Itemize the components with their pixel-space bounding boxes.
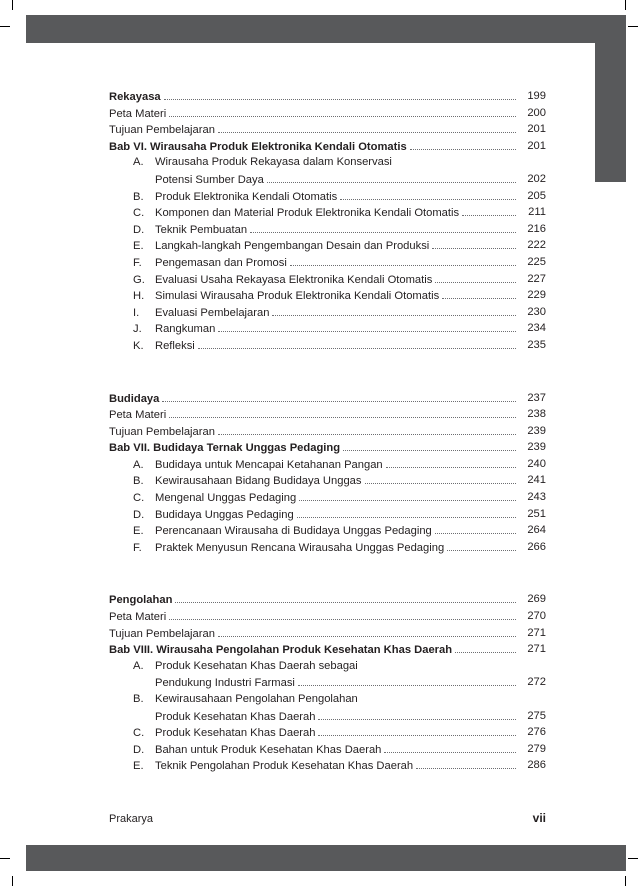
toc-entry-title-wrap	[109, 440, 343, 457]
toc-entry-page: 272	[527, 676, 546, 689]
toc-entry-title-wrap	[133, 338, 198, 355]
toc-entry-letter: E.	[133, 760, 144, 773]
dot-leader	[416, 757, 516, 769]
toc-entry-letter: I.	[133, 306, 140, 319]
toc-entry-continued	[109, 154, 546, 171]
dot-leader	[175, 591, 516, 603]
toc-entry-title: Rangkuman	[155, 323, 216, 336]
toc-entry-title: Pengemasan dan Promosi	[155, 256, 287, 269]
toc-entry-leader	[133, 757, 518, 775]
toc-entry	[109, 591, 546, 608]
toc-entry-title: Produk Kesehatan Khas Daerah sebagai	[155, 659, 358, 672]
toc-entry	[109, 171, 546, 188]
toc-entry-title: Bab VI. Wirausaha Produk Elektronika Kendali Otomatis	[109, 140, 407, 153]
toc-entry-page: 225	[527, 255, 546, 268]
dot-leader	[384, 741, 516, 753]
crop-mark	[625, 0, 626, 10]
toc-entry-page: 266	[527, 540, 546, 553]
toc-entry	[109, 221, 546, 238]
toc-entry-leader	[109, 105, 518, 123]
toc-entry	[109, 489, 546, 506]
toc-entry-title: Teknik Pembuatan	[155, 223, 248, 236]
toc-entry-title: Bahan untuk Produk Kesehatan Khas Daerah	[155, 743, 382, 756]
header-band	[26, 15, 626, 43]
toc-entry-leader	[133, 204, 518, 222]
dot-leader	[198, 337, 516, 349]
dot-leader	[410, 138, 516, 150]
toc-entry-title: Kewirausahaan Bidang Budidaya Unggas	[155, 475, 362, 488]
toc-entry	[109, 390, 546, 407]
toc-entry	[109, 539, 546, 556]
toc-entry-title: Peta Materi	[109, 107, 167, 120]
toc-entry-title-wrap	[155, 675, 298, 692]
toc-entry-letter: F.	[133, 256, 142, 269]
toc-entry-title: Peta Materi	[109, 611, 167, 624]
toc-entry-letter: D.	[133, 508, 145, 521]
toc-entry-page: 275	[527, 709, 546, 722]
toc-entry-leader	[133, 522, 518, 540]
toc-entry-continued	[109, 658, 546, 675]
toc-entry-title-wrap	[109, 122, 218, 139]
toc-entry	[109, 608, 546, 625]
toc-entry-letter: A.	[133, 659, 144, 672]
toc-entry-title: Budidaya	[109, 392, 160, 405]
dot-leader	[435, 522, 516, 534]
toc-entry-title-wrap	[133, 321, 218, 338]
toc-entry-title-wrap	[133, 255, 290, 272]
toc-entry-page: 229	[527, 289, 546, 302]
toc-entry-continued	[109, 691, 546, 708]
toc-entry-leader	[133, 304, 518, 322]
toc-entry-title-wrap	[133, 758, 416, 775]
toc-entry-title-wrap	[133, 523, 435, 540]
dot-leader	[318, 708, 516, 720]
toc-entry-title: Mengenal Unggas Pedaging	[155, 492, 297, 505]
toc-entry-title-wrap	[133, 507, 297, 524]
toc-entry-leader	[155, 708, 518, 726]
toc-entry-leader	[133, 271, 518, 289]
toc-entry-page: 269	[527, 593, 546, 606]
dot-leader	[365, 472, 517, 484]
toc-entry-letter: G.	[133, 273, 145, 286]
toc-entry-leader	[133, 724, 518, 742]
toc-entry	[109, 439, 546, 456]
toc-entry-title: Evaluasi Pembelajaran	[155, 306, 270, 319]
dot-leader	[297, 506, 516, 518]
toc-entry-title: Kewirausahaan Pengolahan Pengolahan	[155, 693, 358, 705]
toc-entry-leader	[109, 390, 518, 408]
toc-entry-page: 286	[527, 759, 546, 772]
toc-entry-letter: D.	[133, 223, 145, 236]
crop-mark	[0, 858, 10, 859]
toc-entry-leader	[133, 456, 518, 474]
toc-entry-title-wrap	[133, 473, 365, 490]
toc-entry	[109, 674, 546, 691]
toc-entry-title-wrap	[109, 642, 455, 659]
toc-entry	[109, 204, 546, 221]
dot-leader	[162, 390, 516, 402]
toc-entry-letter: J.	[133, 323, 142, 336]
toc-entry-title-wrap	[133, 725, 318, 742]
toc-entry-leader	[155, 171, 518, 189]
toc-entry-title-wrap	[109, 592, 175, 609]
toc-entry-leader	[109, 121, 518, 139]
crop-mark	[12, 876, 13, 886]
toc-entry-letter: E.	[133, 525, 144, 538]
dot-leader	[435, 271, 516, 283]
toc-entry-title: Evaluasi Usaha Rekayasa Elektronika Kendali Otomatis	[155, 273, 433, 286]
toc-entry-page: 276	[527, 726, 546, 739]
toc-entry-title: Komponen dan Material Produk Elektronika Kendali Otomatis	[155, 207, 460, 220]
toc-entry-letter: C.	[133, 492, 145, 505]
toc-entry-title-wrap	[109, 626, 218, 643]
dot-leader	[267, 171, 516, 183]
dot-leader	[169, 406, 516, 418]
toc-entry-page: 230	[527, 305, 546, 318]
toc-entry-leader	[109, 88, 518, 106]
toc-entry-leader	[133, 489, 518, 507]
crop-mark	[12, 0, 13, 10]
toc-entry-title: Refleksi	[155, 339, 195, 352]
toc-entry-title-wrap	[133, 205, 462, 222]
toc-entry-letter: K.	[133, 339, 144, 352]
toc-entry-letter: B.	[133, 190, 144, 203]
toc-entry	[109, 88, 546, 105]
toc-entry-title: Pengolahan	[109, 594, 173, 607]
footer-book-title: Prakarya	[109, 813, 154, 825]
toc-entry-page: 251	[527, 507, 546, 520]
toc-entry	[109, 337, 546, 354]
toc-entry-title: Produk Elektronika Kendali Otomatis	[155, 190, 338, 203]
toc-entry-title-wrap	[133, 305, 272, 322]
toc-entry-title: Tujuan Pembelajaran	[109, 627, 215, 640]
toc-entry-title: Produk Kesehatan Khas Daerah	[155, 710, 316, 723]
toc-entry-title: Peta Materi	[109, 409, 167, 422]
toc-entry-letter: E.	[133, 240, 144, 253]
toc-entry-title: Praktek Menyusun Rencana Wirausaha Unggas Pedaging	[155, 541, 445, 554]
dot-leader	[164, 88, 516, 100]
toc-entry	[109, 472, 546, 489]
toc-entry	[109, 625, 546, 642]
toc-entry-title: Bab VIII. Wirausaha Pengolahan Produk Kesehatan Khas Daerah	[109, 644, 453, 657]
dot-leader	[218, 423, 516, 435]
toc-entry	[109, 708, 546, 725]
toc-entry-title: Produk Kesehatan Khas Daerah	[155, 727, 316, 740]
toc-entry-title-wrap	[133, 189, 340, 206]
toc-entry-page: 270	[527, 610, 546, 623]
dot-leader	[318, 724, 516, 736]
dot-leader	[218, 320, 516, 332]
toc-entry-title-wrap	[133, 238, 432, 255]
toc-entry-page: 237	[527, 391, 546, 404]
toc-entry-page: 211	[528, 206, 546, 219]
dot-leader	[432, 237, 516, 249]
toc-entry	[109, 121, 546, 138]
toc-entry-page: 271	[527, 643, 546, 656]
toc-entry	[109, 406, 546, 423]
toc-entry-page: 205	[527, 189, 546, 202]
toc-entry-title: Simulasi Wirausaha Produk Elektronika Kendali Otomatis	[155, 290, 440, 303]
toc-entry-leader	[109, 423, 518, 441]
toc-entry-title-wrap	[155, 709, 318, 726]
table-of-contents	[109, 88, 546, 774]
dot-leader	[298, 674, 516, 686]
toc-entry	[109, 254, 546, 271]
dot-leader	[290, 254, 516, 266]
toc-entry-page: 279	[527, 742, 546, 755]
toc-entry-leader	[109, 138, 518, 156]
toc-entry	[109, 456, 546, 473]
toc-entry-page: 235	[527, 338, 546, 351]
toc-entry-page: 241	[527, 474, 546, 487]
toc-entry-title: Perencanaan Wirausaha di Budidaya Unggas Pedaging	[155, 525, 432, 538]
toc-entry-title-wrap	[109, 609, 169, 626]
dot-leader	[343, 439, 516, 451]
toc-entry-page: 202	[527, 172, 546, 185]
toc-entry	[109, 138, 546, 155]
toc-entry-page: 239	[527, 424, 546, 437]
toc-entry-page: 238	[527, 408, 546, 421]
toc-entry	[109, 304, 546, 321]
dot-leader	[169, 105, 516, 117]
toc-entry-leader	[133, 188, 518, 206]
crop-mark	[628, 858, 638, 859]
toc-entry-leader	[109, 625, 518, 643]
toc-entry-page: 240	[527, 457, 546, 470]
dot-leader	[386, 456, 516, 468]
toc-entry-title: Langkah-langkah Pengembangan Desain dan Produksi	[155, 240, 430, 253]
toc-entry-title: Rekayasa	[109, 91, 161, 103]
section-gap	[109, 555, 546, 591]
toc-entry-title: Potensi Sumber Daya	[155, 173, 264, 186]
toc-entry-letter: A.	[133, 156, 144, 169]
toc-entry	[109, 724, 546, 741]
toc-entry-title-wrap	[109, 89, 164, 106]
toc-entry-page: 234	[527, 322, 546, 335]
toc-entry-page: 227	[527, 272, 546, 285]
dot-leader	[272, 304, 516, 316]
toc-entry-page: 201	[527, 139, 546, 152]
toc-entry	[109, 320, 546, 337]
toc-entry-title: Teknik Pengolahan Produk Kesehatan Khas Daerah	[155, 760, 414, 773]
toc-entry-page: 264	[527, 524, 546, 537]
footer-page-number: vii	[532, 811, 546, 825]
toc-entry-leader	[133, 472, 518, 490]
toc-entry	[109, 188, 546, 205]
toc-entry-leader	[133, 320, 518, 338]
toc-entry-title-wrap	[109, 106, 169, 123]
toc-entry-leader	[133, 506, 518, 524]
toc-entry-page: 222	[527, 239, 546, 252]
toc-entry-title: Budidaya Unggas Pedaging	[155, 508, 294, 521]
dot-leader	[462, 204, 516, 216]
toc-entry-letter: C.	[133, 207, 145, 220]
toc-entry-page: 199	[527, 90, 546, 102]
toc-entry-page: 201	[527, 123, 546, 136]
toc-entry-page: 271	[527, 626, 546, 639]
toc-entry-title-wrap	[133, 540, 447, 557]
dot-leader	[442, 287, 516, 299]
section-gap	[109, 354, 546, 390]
toc-entry-letter: D.	[133, 743, 145, 756]
toc-entry-letter: F.	[133, 541, 142, 554]
toc-entry-leader	[109, 406, 518, 424]
toc-entry-leader	[133, 741, 518, 759]
toc-entry	[109, 506, 546, 523]
toc-entry-title-wrap	[133, 222, 250, 239]
toc-entry-letter: C.	[133, 727, 145, 740]
dot-leader	[299, 489, 516, 501]
toc-entry-title: Wirausaha Produk Rekayasa dalam Konservasi	[155, 156, 392, 169]
toc-entry	[109, 641, 546, 658]
dot-leader	[455, 641, 516, 653]
toc-entry-title: Tujuan Pembelajaran	[109, 425, 215, 438]
toc-entry-leader	[133, 237, 518, 255]
footer-band	[26, 845, 626, 871]
toc-entry	[109, 105, 546, 122]
toc-entry-leader	[133, 254, 518, 272]
dot-leader	[340, 188, 516, 200]
toc-entry-title: Budidaya untuk Mencapai Ketahanan Pangan	[155, 458, 383, 471]
toc-entry-title-wrap	[133, 457, 386, 474]
toc-entry	[109, 271, 546, 288]
toc-entry-leader	[109, 608, 518, 626]
toc-entry-leader	[155, 674, 518, 692]
toc-entry-title-wrap	[109, 407, 169, 424]
dot-leader	[169, 608, 516, 620]
toc-entry-letter: H.	[133, 290, 145, 303]
toc-entry	[109, 757, 546, 774]
toc-entry-page: 216	[527, 222, 546, 235]
toc-entry-title-wrap	[133, 490, 299, 507]
toc-entry	[109, 741, 546, 758]
toc-entry-page: 200	[527, 106, 546, 119]
toc-entry	[109, 287, 546, 304]
crop-mark	[625, 876, 626, 886]
toc-entry-letter: B.	[133, 475, 144, 488]
toc-entry	[109, 522, 546, 539]
side-tab-bar	[595, 15, 626, 182]
toc-entry-leader	[109, 439, 518, 457]
toc-entry-title: Bab VII. Budidaya Ternak Unggas Pedaging	[109, 442, 341, 455]
toc-entry-title-wrap	[133, 288, 442, 305]
toc-entry-title: Pendukung Industri Farmasi	[155, 677, 295, 690]
toc-entry-title-wrap	[133, 272, 435, 289]
toc-entry-leader	[133, 539, 518, 557]
toc-entry-title-wrap	[133, 742, 384, 759]
dot-leader	[218, 625, 516, 637]
toc-entry-title-wrap	[109, 139, 410, 156]
crop-mark	[0, 26, 10, 27]
dot-leader	[250, 221, 516, 233]
toc-entry-title-wrap	[155, 172, 267, 189]
toc-entry-leader	[133, 221, 518, 239]
toc-entry-letter: B.	[133, 693, 144, 705]
dot-leader	[218, 121, 516, 133]
toc-entry	[109, 237, 546, 254]
toc-entry-leader	[133, 337, 518, 355]
toc-entry-letter: A.	[133, 458, 144, 471]
dot-leader	[447, 539, 516, 551]
toc-entry-leader	[109, 641, 518, 659]
crop-mark	[628, 26, 638, 27]
toc-entry-page: 239	[527, 441, 546, 454]
toc-entry-leader	[133, 287, 518, 305]
toc-entry-title-wrap	[109, 424, 218, 441]
toc-entry-title-wrap	[109, 391, 162, 408]
toc-entry-leader	[109, 591, 518, 609]
toc-entry-title: Tujuan Pembelajaran	[109, 124, 215, 137]
toc-entry-page: 243	[527, 491, 546, 504]
toc-entry	[109, 423, 546, 440]
